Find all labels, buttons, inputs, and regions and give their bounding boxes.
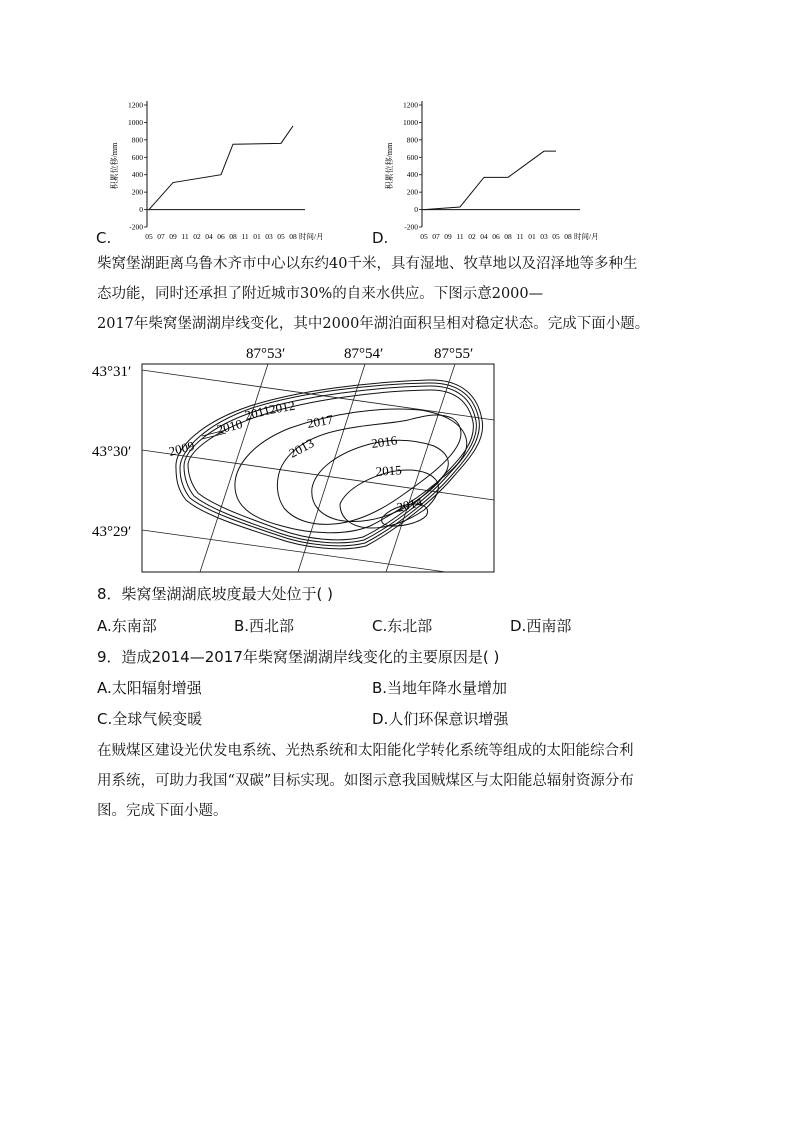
lon-label-54: 87°54′ bbox=[344, 346, 384, 362]
passage1-line2: 态功能，同时还承担了附近城市30%的自来水供应。下图示意2000— bbox=[97, 286, 544, 302]
x-tick-label: 07 bbox=[432, 232, 440, 241]
y-tick-label: 600 bbox=[406, 152, 418, 162]
x-tick-label: 02 bbox=[468, 232, 476, 241]
q8-stem: 8．柴窝堡湖湖底坡度最大处位于( ) bbox=[97, 585, 334, 603]
x-tick-label: 05 bbox=[552, 232, 560, 241]
lat-line-31 bbox=[142, 370, 494, 420]
q8-option-d[interactable]: D.西南部 bbox=[510, 617, 572, 635]
x-tick-label: 11 bbox=[456, 232, 464, 241]
x-tick-label: 11 bbox=[241, 232, 249, 241]
lon-label-55: 87°55′ bbox=[434, 346, 474, 362]
series-line bbox=[149, 126, 293, 210]
x-tick-label: 06 bbox=[492, 232, 500, 241]
x-tick-label: 07 bbox=[157, 232, 165, 241]
y-tick-label: 1000 bbox=[403, 117, 418, 127]
lat-label-29: 43°29′ bbox=[92, 524, 132, 540]
y-tick-label: 1200 bbox=[403, 100, 418, 110]
y-tick-label: 0 bbox=[139, 205, 143, 215]
x-tick-label: 11 bbox=[516, 232, 524, 241]
year-2011: 2011 bbox=[243, 402, 272, 423]
option-d-label: D. bbox=[372, 229, 389, 247]
series-line bbox=[424, 151, 556, 209]
x-axis-label: 时间/月 bbox=[574, 232, 599, 241]
x-tick-label: 01 bbox=[253, 232, 261, 241]
y-tick-label: 400 bbox=[131, 170, 143, 180]
q9-option-c[interactable]: C.全球气候变暖 bbox=[97, 710, 203, 728]
q9-option-d[interactable]: D.人们环保意识增强 bbox=[372, 710, 509, 728]
passage2-line2: 用系统，可助力我国“双碳”目标实现。如图示意我国贼煤区与太阳能总辐射资源分布 bbox=[97, 773, 634, 789]
shoreline-2017 bbox=[277, 415, 461, 524]
shoreline-2010 bbox=[180, 383, 479, 546]
option-c-label: C. bbox=[96, 229, 112, 247]
x-tick-label: 03 bbox=[265, 232, 273, 241]
chart-d bbox=[370, 95, 610, 245]
y-tick-label: 800 bbox=[406, 135, 418, 145]
passage1-line1: 柴窝堡湖距离乌鲁木齐市中心以东约40千米，具有湿地、牧草地以及沼泽地等多种生 bbox=[97, 256, 638, 272]
x-tick-label: 05 bbox=[420, 232, 428, 241]
q8-option-c[interactable]: C.东北部 bbox=[372, 617, 433, 635]
lat-label-30: 43°30′ bbox=[92, 444, 132, 460]
y-axis-label: 积累位移/mm bbox=[110, 142, 119, 190]
y-tick-label: 200 bbox=[131, 187, 143, 197]
lat-line-29 bbox=[142, 530, 446, 572]
year-2012: 2012 bbox=[267, 397, 297, 417]
year-2015: 2015 bbox=[375, 462, 403, 479]
lon-label-53: 87°53′ bbox=[246, 346, 286, 362]
y-tick-label: 1200 bbox=[128, 100, 143, 110]
y-tick-label: -200 bbox=[404, 222, 418, 232]
q9-option-a[interactable]: A.太阳辐射增强 bbox=[97, 679, 202, 697]
year-2014: 2014 bbox=[395, 494, 424, 515]
x-tick-label: 05 bbox=[145, 232, 153, 241]
x-tick-label: 06 bbox=[217, 232, 225, 241]
x-tick-label: 08 bbox=[564, 232, 572, 241]
y-tick-label: 0 bbox=[414, 205, 418, 215]
year-2013: 2013 bbox=[286, 435, 317, 461]
passage2-line1: 在贼煤区建设光伏发电系统、光热系统和太阳能化学转化系统等组成的太阳能综合利 bbox=[97, 743, 634, 759]
q9-option-b[interactable]: B.当地年降水量增加 bbox=[372, 679, 508, 697]
year-2016: 2016 bbox=[370, 432, 399, 451]
x-tick-label: 01 bbox=[528, 232, 536, 241]
x-tick-label: 02 bbox=[193, 232, 201, 241]
y-tick-label: 600 bbox=[131, 152, 143, 162]
x-tick-label: 08 bbox=[289, 232, 297, 241]
year-2010: 2010 bbox=[215, 416, 244, 437]
x-tick-label: 04 bbox=[205, 232, 213, 241]
y-axis-label: 积累位移/mm bbox=[385, 142, 394, 190]
x-tick-label: 04 bbox=[480, 232, 488, 241]
y-tick-label: -200 bbox=[129, 222, 143, 232]
x-tick-label: 09 bbox=[169, 232, 177, 241]
shoreline-2009 bbox=[176, 380, 483, 549]
lat-label-31: 43°31′ bbox=[92, 364, 132, 380]
q8-option-b[interactable]: B.西北部 bbox=[234, 617, 295, 635]
y-tick-label: 800 bbox=[131, 135, 143, 145]
year-2017: 2017 bbox=[305, 411, 335, 431]
x-tick-label: 03 bbox=[540, 232, 548, 241]
year-2009: 2009 bbox=[167, 438, 196, 459]
passage1-line3: 2017年柴窝堡湖湖岸线变化，其中2000年湖泊面积呈相对稳定状态。完成下面小题。 bbox=[97, 316, 650, 332]
x-tick-label: 08 bbox=[229, 232, 237, 241]
y-tick-label: 1000 bbox=[128, 117, 143, 127]
x-tick-label: 08 bbox=[504, 232, 512, 241]
shoreline-2011 bbox=[184, 386, 476, 543]
passage2-line3: 图。完成下面小题。 bbox=[97, 803, 228, 819]
q9-stem: 9．造成2014—2017年柴窝堡湖湖岸线变化的主要原因是( ) bbox=[97, 648, 500, 666]
x-tick-label: 09 bbox=[444, 232, 452, 241]
x-axis-label: 时间/月 bbox=[299, 232, 324, 241]
x-tick-label: 11 bbox=[181, 232, 189, 241]
chart-c bbox=[95, 95, 324, 245]
y-tick-label: 200 bbox=[406, 187, 418, 197]
x-tick-label: 05 bbox=[277, 232, 285, 241]
y-tick-label: 400 bbox=[406, 170, 418, 180]
lake-shoreline-map bbox=[90, 340, 510, 580]
q8-option-a[interactable]: A.东南部 bbox=[97, 617, 157, 635]
lon-line-53 bbox=[200, 364, 268, 572]
